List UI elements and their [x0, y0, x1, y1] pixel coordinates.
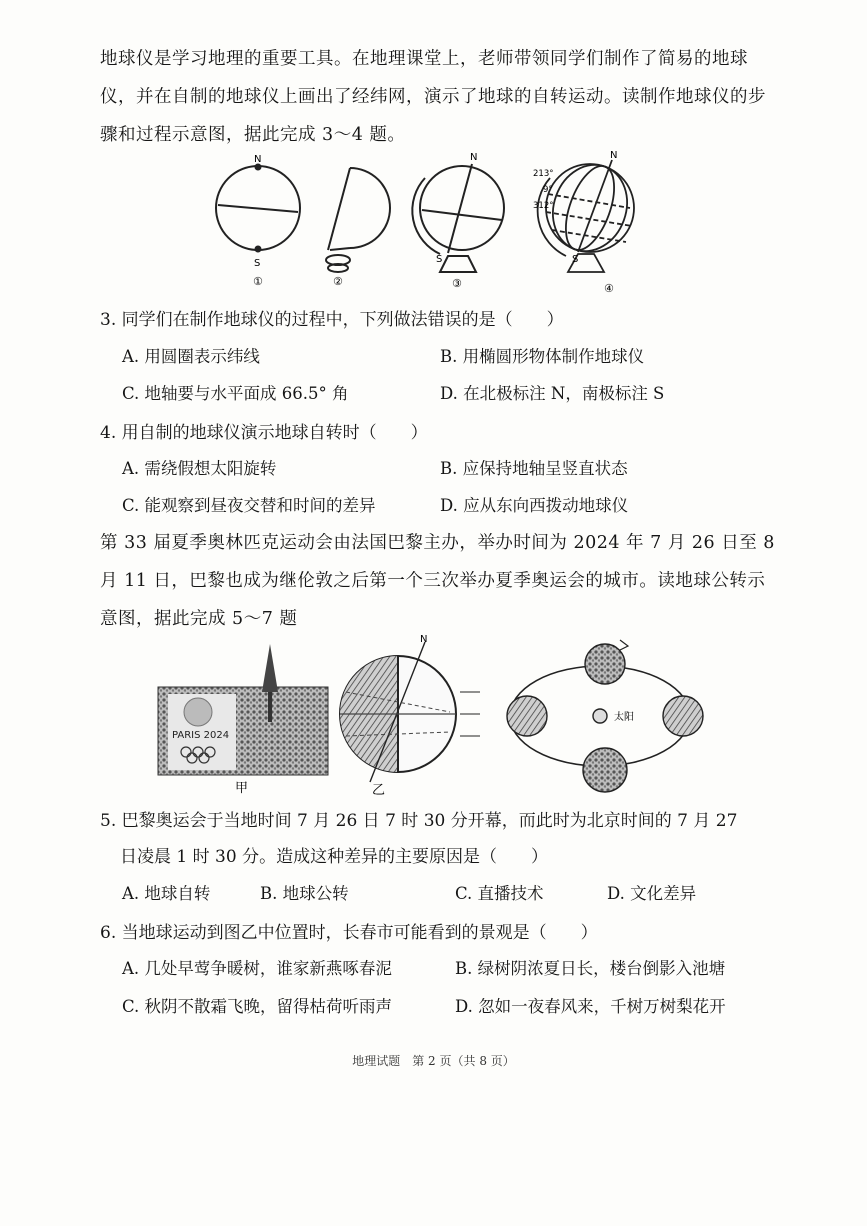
q3-option-a: A. 用圆圈表示纬线	[122, 347, 260, 366]
step-2-half-globe	[326, 168, 390, 272]
step-4-number: ④	[604, 282, 614, 295]
q3-option-b: B. 用椭圆形物体制作地球仪	[440, 347, 645, 366]
q4-option-c: C. 能观察到昼夜交替和时间的差异	[122, 496, 376, 515]
intro-paragraph-2: 第 33 届夏季奥林匹克运动会由法国巴黎主办，举办时间为 2024 年 7 月 26 日至 8 月 11 日，巴黎也成为继伦敦之后第一个三次举办夏季奥运会的城市。读地球公转示意图，据此完成 5～7 题	[100, 533, 775, 629]
step-3-number: ③	[452, 277, 462, 290]
q5-option-d: D. 文化差异	[607, 884, 697, 903]
question-5-stem-line1: 5. 巴黎奥运会于当地时间 7 月 26 日 7 时 30 分开幕，而此时为北京时间的 7 月 27	[100, 811, 738, 831]
step-2-number: ②	[333, 275, 343, 288]
q4-option-d: D. 应从东向西拨动地球仪	[440, 496, 629, 515]
step-3-s-label: S	[436, 254, 443, 265]
step-1-globe	[216, 165, 300, 252]
q5-option-a: A. 地球自转	[122, 884, 211, 903]
question-6-stem: 6. 当地球运动到图乙中位置时，长春市可能看到的景观是（ ）	[100, 923, 598, 943]
earth-position-left	[507, 696, 547, 736]
paris-olympics-photo	[158, 644, 328, 775]
label-yi: 乙	[372, 783, 386, 798]
paris-2024-text: PARIS 2024	[172, 730, 230, 741]
orbit-figure	[150, 632, 730, 802]
globe-yi-illumination	[340, 642, 480, 782]
lon-label-3: 312°	[533, 201, 554, 211]
step-3-globe-with-axis	[412, 164, 504, 272]
earth-orbit-diagram	[507, 640, 703, 792]
earth-position-right	[663, 696, 703, 736]
q4-option-b: B. 应保持地轴呈竖直状态	[440, 459, 628, 478]
sun-label: 太阳	[614, 712, 634, 723]
step-1-s-label: S	[254, 258, 261, 269]
globe-steps-figure	[200, 150, 660, 300]
lon-label-1: 213°	[533, 169, 554, 179]
q5-option-b: B. 地球公转	[260, 884, 349, 903]
question-3-stem: 3. 同学们在制作地球仪的过程中，下列做法错误的是（ ）	[100, 310, 564, 330]
earth-position-top	[585, 644, 625, 684]
lon-label-2: 9°	[543, 185, 553, 195]
q3-option-d: D. 在北极标注 N，南极标注 S	[440, 384, 665, 403]
q6-option-d: D. 忽如一夜春风来，千树万树梨花开	[455, 997, 726, 1016]
q6-option-c: C. 秋阴不散霜飞晚，留得枯荷听雨声	[122, 997, 393, 1016]
step-1-number: ①	[253, 275, 263, 288]
globe-yi-n-label: N	[420, 634, 428, 645]
question-4-stem: 4. 用自制的地球仪演示地球自转时（ ）	[100, 423, 428, 443]
q3-option-c: C. 地轴要与水平面成 66.5° 角	[122, 384, 349, 403]
intro-paragraph-1: 地球仪是学习地理的重要工具。在地理课堂上，老师带领同学们制作了简易的地球仪，并在自制的地球仪上画出了经纬网，演示了地球的自转运动。读制作地球仪的步骤和过程示意图，据此完成 3～4 题。	[100, 49, 766, 145]
step-1-n-label: N	[254, 154, 262, 165]
earth-position-bottom	[583, 748, 627, 792]
q5-option-c: C. 直播技术	[455, 884, 544, 903]
step-3-n-label: N	[470, 152, 478, 163]
q4-option-a: A. 需绕假想太阳旋转	[122, 459, 277, 478]
page-footer: 地理试题 第 2 页（共 8 页）	[352, 1054, 515, 1068]
q6-option-b: B. 绿树阴浓夏日长，楼台倒影入池塘	[455, 959, 726, 978]
step-4-s-label: S	[572, 254, 579, 265]
question-5-stem-line2: 日凌晨 1 时 30 分。造成这种差异的主要原因是（ ）	[120, 847, 549, 867]
q6-option-a: A. 几处早莺争暖树，谁家新燕啄春泥	[122, 959, 392, 978]
label-jia: 甲	[235, 781, 249, 796]
sun-icon	[593, 709, 607, 723]
step-4-n-label: N	[610, 150, 618, 161]
